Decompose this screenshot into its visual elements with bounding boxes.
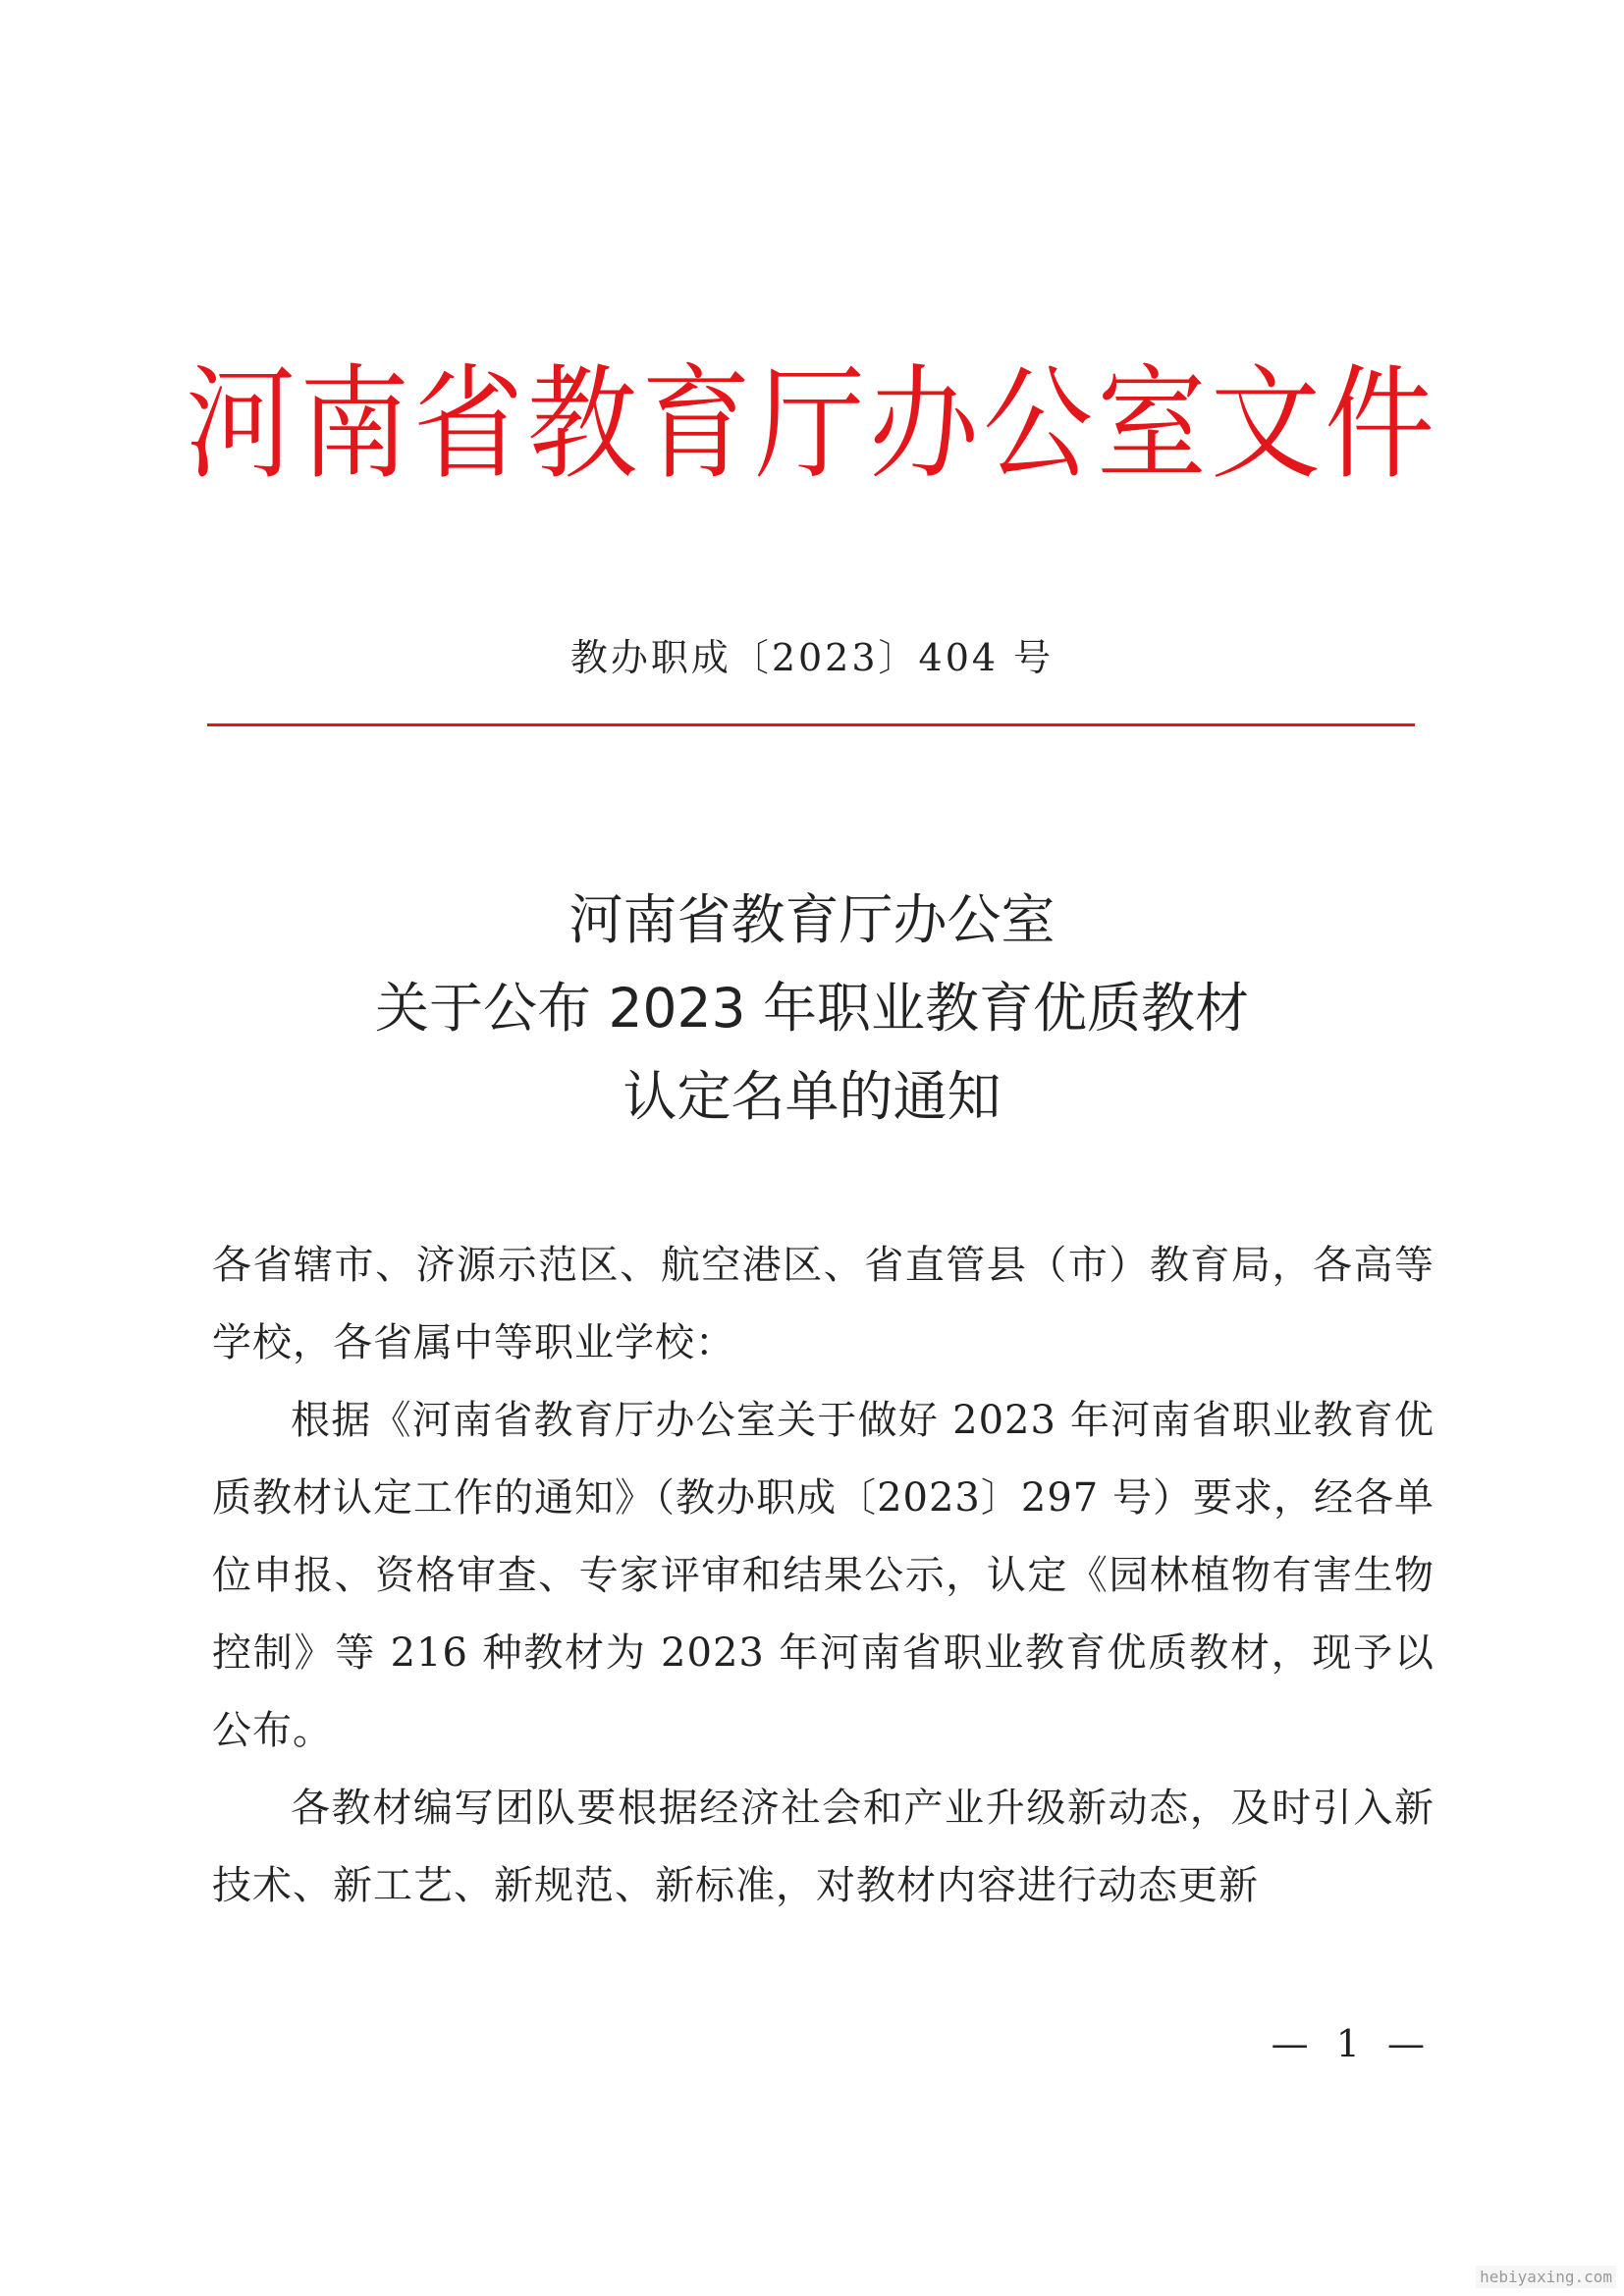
document-number: 教办职成〔2023〕404 号 [569, 636, 1055, 679]
body-text [212, 1227, 1435, 1925]
title-line-1: 河南省教育厅办公室 [568, 888, 1056, 951]
title-line-2: 关于公布 2023 年职业教育优质教材 [375, 977, 1249, 1040]
page-number: — 1 — [1271, 2022, 1433, 2065]
salutation: 各省辖市、济源示范区、航空港区、省直管县（市）教育局，各高等学校，各省属中等职业学校： [212, 1243, 1435, 1365]
paragraph-2: 各教材编写团队要根据经济社会和产业升级新动态，及时引入新技术、新工艺、新规范、新标准，对教材内容进行动态更新 [212, 1786, 1435, 1908]
title-line-3: 认定名单的通知 [623, 1065, 1001, 1128]
red-divider-line [207, 723, 1415, 726]
paragraph-1: 根据《河南省教育厅办公室关于做好 2023 年河南省职业教育优质教材认定工作的通知》（教办职成〔2023〕297 号）要求，经各单位申报、资格审查、专家评审和结果公示，认定《园林植物有害生物控制》等 216 种教材为 2023 年河南省职业教育优质教材，现予以公布。 [212, 1398, 1435, 1753]
site-watermark: hebiyaxing.com [1476, 2266, 1616, 2288]
notice-title [0, 876, 1624, 1141]
masthead-title: 河南省教育厅办公室文件 [186, 352, 1438, 497]
